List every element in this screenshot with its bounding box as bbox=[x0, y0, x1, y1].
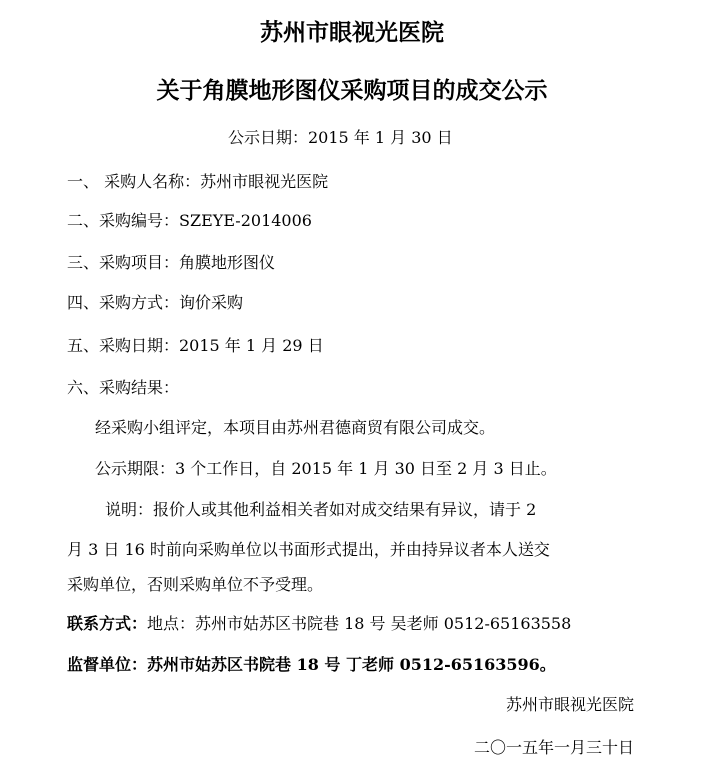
procurement-project-item: 三、采购项目：角膜地形图仪 bbox=[67, 253, 276, 272]
procurement-date-item: 五、采购日期：2015 年 1 月 29 日 bbox=[67, 336, 324, 355]
purchaser-item: 一、 采购人名称：苏州市眼视光医院 bbox=[67, 172, 329, 191]
contact-label: 联系方式： bbox=[67, 614, 148, 633]
publicity-period: 公示期限：3 个工作日，自 2015 年 1 月 30 日至 2 月 3 日止。 bbox=[95, 459, 557, 478]
objection-note-line-2: 月 3 日 16 时前向采购单位以书面形式提出，并由持异议者本人送交 bbox=[67, 540, 550, 559]
hospital-name-heading: 苏州市眼视光医院 bbox=[260, 19, 444, 46]
signature-date: 二〇一五年一月三十日 bbox=[473, 738, 634, 757]
contact-detail: 地点：苏州市姑苏区书院巷 18 号 吴老师 0512-65163558 bbox=[147, 614, 572, 633]
procurement-number-item: 二、采购编号：SZEYE-2014006 bbox=[67, 211, 312, 230]
procurement-result-heading: 六、采购结果： bbox=[67, 378, 180, 397]
objection-note-line-3: 采购单位，否则采购单位不予受理。 bbox=[67, 575, 324, 594]
objection-note-line-1: 说明：报价人或其他利益相关者如对成交结果有异议，请于 2 bbox=[105, 500, 537, 519]
result-decision: 经采购小组评定，本项目由苏州君德商贸有限公司成交。 bbox=[95, 418, 496, 437]
notice-title: 关于角膜地形图仪采购项目的成交公示 bbox=[156, 77, 548, 104]
contact-info bbox=[67, 611, 571, 634]
supervision-detail: 苏州市姑苏区书院巷 18 号 丁老师 0512-65163596。 bbox=[147, 655, 556, 674]
procurement-method-item: 四、采购方式：询价采购 bbox=[67, 293, 244, 312]
notice-date: 公示日期：2015 年 1 月 30 日 bbox=[228, 128, 453, 147]
supervision-info bbox=[67, 652, 556, 675]
supervision-label: 监督单位： bbox=[67, 655, 148, 674]
signature-organization: 苏州市眼视光医院 bbox=[505, 695, 634, 714]
